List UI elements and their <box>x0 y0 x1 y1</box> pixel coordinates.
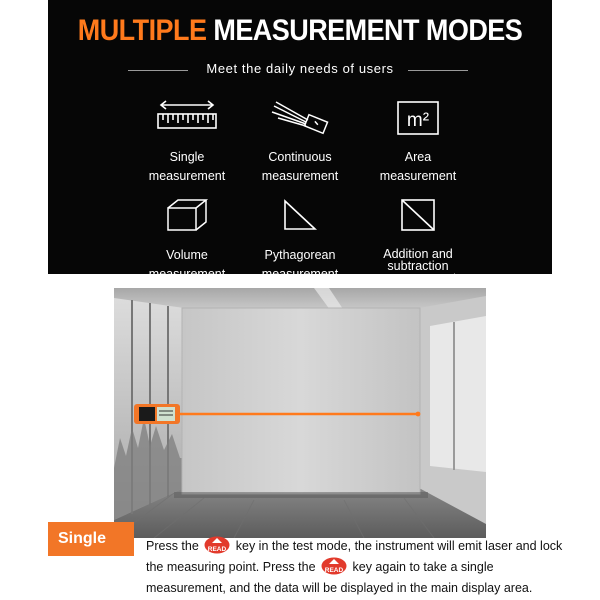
mode-label: Addition and subtraction measurement <box>379 247 457 285</box>
desc-text-3: key again to take a single measurement, and the data will be displayed in the main display area. <box>146 560 533 595</box>
mode-area <box>353 100 483 186</box>
mode-single <box>122 100 252 186</box>
desc-text-1: Press the <box>146 539 203 553</box>
single-mode-tag: Single <box>48 522 134 556</box>
desc-text-2: key in the test mode, the instrument will emit laser and lock the measuring point. Press the <box>146 539 563 574</box>
cube-icon <box>122 198 252 242</box>
read-key-label: READ <box>208 546 227 553</box>
read-key-icon <box>321 557 347 575</box>
mode-label: Volume measurement <box>148 248 226 281</box>
banner-subtitle-row <box>48 60 552 80</box>
read-key-icon <box>204 536 230 554</box>
modes-banner <box>48 0 552 285</box>
ruler-arrows-icon <box>122 100 252 144</box>
laser-device <box>134 404 180 424</box>
single-mode-description <box>146 536 566 599</box>
laser-beam-icon <box>235 100 365 144</box>
banner-title-rest: MEASUREMENT MODES <box>206 14 523 47</box>
banner-subtitle: Meet the daily needs of users <box>206 61 394 76</box>
diagonal-square-icon <box>353 198 483 242</box>
mode-volume <box>122 198 252 284</box>
mode-continuous <box>235 100 365 186</box>
banner-title-highlight: MULTIPLE <box>77 14 207 47</box>
mode-label: Area measurement <box>379 150 457 183</box>
divider-right <box>408 70 468 71</box>
read-key-label: READ <box>324 567 344 574</box>
mode-pythagorean <box>235 198 365 284</box>
room-photo <box>114 288 486 538</box>
square-meter-icon <box>353 100 483 144</box>
mode-label: Single measurement <box>148 150 226 183</box>
mode-label: Continuous measurement <box>261 150 339 183</box>
mode-label: Pythagorean measurement <box>261 248 339 281</box>
banner-title <box>73 14 527 48</box>
right-triangle-icon <box>235 198 365 242</box>
mode-add-subtract <box>353 198 483 284</box>
square-meter-text: m² <box>406 110 430 131</box>
